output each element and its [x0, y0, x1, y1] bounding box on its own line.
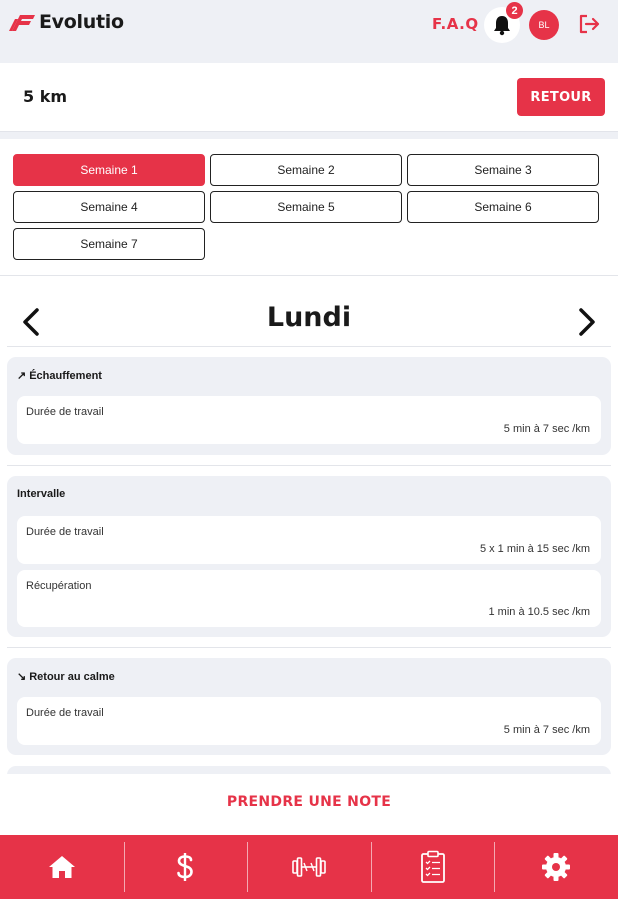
nav-programs[interactable] [371, 835, 495, 899]
exercise-row [17, 396, 601, 444]
home-icon [48, 854, 76, 880]
week-tab-2[interactable]: Semaine 2 [210, 154, 402, 186]
week-tab-3[interactable]: Semaine 3 [407, 154, 599, 186]
logo[interactable] [9, 11, 124, 33]
clipboard-icon [420, 850, 446, 884]
nav-payments[interactable] [124, 835, 248, 899]
bottom-navigation [0, 835, 618, 899]
arrow-up-right-icon: ↗ [17, 370, 27, 382]
row-label: Durée de travail [26, 406, 104, 418]
row-label: Durée de travail [26, 526, 104, 538]
dollar-icon [176, 852, 194, 882]
week-tab-7[interactable]: Semaine 7 [13, 228, 205, 260]
divider [7, 647, 611, 648]
row-label: Récupération [26, 580, 92, 592]
warmup-block [7, 357, 611, 455]
top-header [0, 0, 618, 62]
block-title [17, 488, 65, 500]
block-title [17, 369, 102, 382]
notification-badge: 2 [506, 2, 523, 19]
week-tab-1[interactable]: Semaine 1 [13, 154, 205, 186]
week-tab-5[interactable]: Semaine 5 [210, 191, 402, 223]
block-title-text: Échauffement [29, 369, 102, 382]
exercise-row [17, 697, 601, 745]
nav-training[interactable] [247, 835, 371, 899]
week-tab-4[interactable]: Semaine 4 [13, 191, 205, 223]
cooldown-block [7, 658, 611, 755]
back-button[interactable]: RETOUR [517, 78, 605, 116]
day-title: Lundi [266, 302, 352, 333]
program-header [0, 63, 618, 132]
row-value: 5 min à 7 sec /km [503, 724, 590, 736]
program-title: 5 km [23, 87, 68, 106]
gear-icon [541, 852, 571, 882]
divider [0, 275, 618, 276]
day-navigation [0, 289, 618, 349]
interval-block [7, 476, 611, 637]
block-title-text: Intervalle [17, 488, 66, 500]
logo-mark-icon [9, 11, 37, 33]
block-title [17, 670, 115, 683]
dumbbell-icon [291, 854, 327, 880]
nav-home[interactable] [0, 835, 124, 899]
divider [7, 465, 611, 466]
row-value: 1 min à 10.5 sec /km [488, 606, 590, 618]
avatar[interactable]: BL [529, 10, 559, 40]
row-value: 5 min à 7 sec /km [503, 423, 590, 435]
chevron-right-icon[interactable] [574, 307, 598, 337]
exercise-row [17, 516, 601, 564]
faq-link[interactable]: F.A.Q [432, 15, 479, 33]
arrow-down-right-icon: ↘ [17, 671, 27, 683]
block-title-text: Retour au calme [29, 670, 115, 683]
exercise-row [17, 570, 601, 627]
row-label: Durée de travail [26, 707, 104, 719]
nav-settings[interactable] [494, 835, 618, 899]
logout-icon[interactable] [577, 12, 601, 36]
brand-name: Evolutio [39, 11, 124, 33]
week-tab-6[interactable]: Semaine 6 [407, 191, 599, 223]
row-value: 5 x 1 min à 15 sec /km [479, 543, 590, 555]
take-note-button[interactable]: PRENDRE UNE NOTE [226, 794, 392, 810]
divider [7, 346, 611, 347]
main-content [0, 139, 618, 835]
